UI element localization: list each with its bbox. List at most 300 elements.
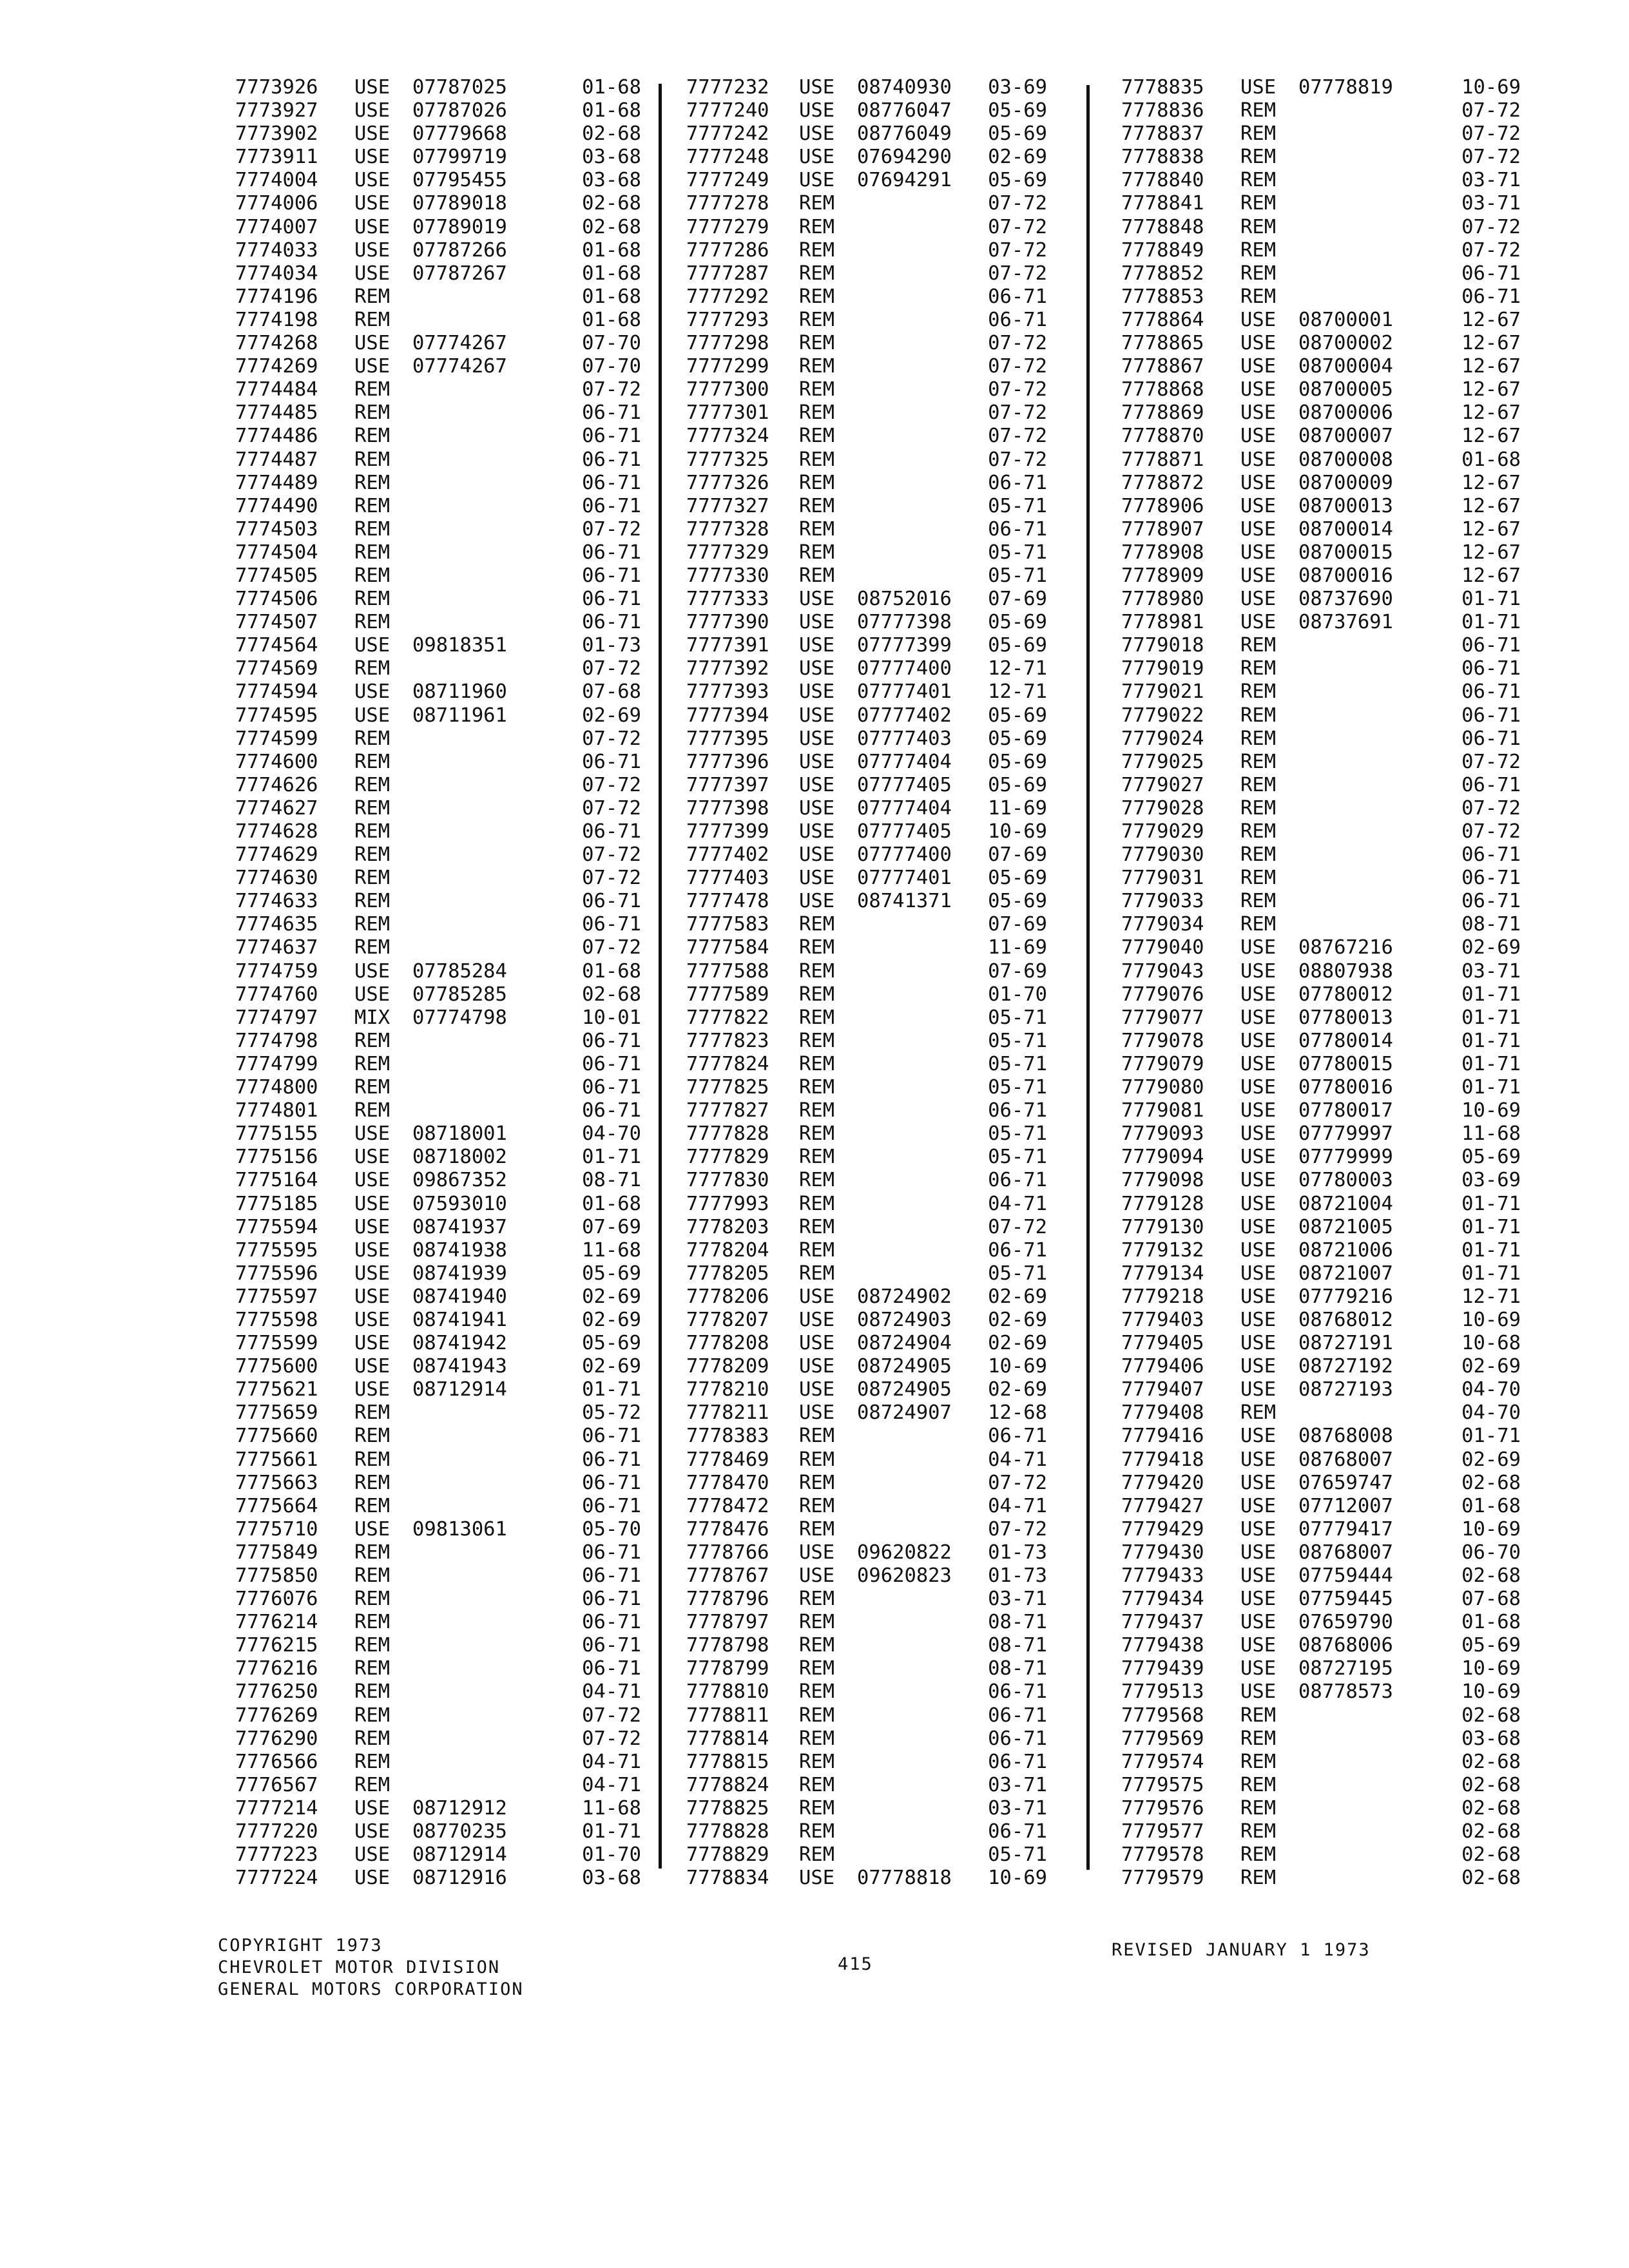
action-code: REM [1240,1773,1277,1796]
part-number: 7777394 [686,704,769,727]
date-code: 01-71 [1461,1425,1521,1448]
replacement-number: 07777401 [857,680,952,704]
parts-row [686,262,1047,285]
date-code: 10-69 [1461,76,1521,99]
action-code: USE [799,1867,835,1890]
action-code: REM [354,1029,390,1052]
replacement-number: 07777401 [857,867,952,890]
parts-row [686,1401,1047,1425]
action-code: REM [799,959,835,983]
action-code: USE [799,1564,835,1587]
date-code: 01-71 [1461,1029,1521,1052]
date-code: 06-71 [988,1680,1047,1704]
date-code: 05-69 [988,99,1047,122]
parts-row [1121,1797,1521,1820]
date-code: 06-71 [988,1750,1047,1773]
date-code: 07-69 [988,588,1047,611]
part-number: 7778766 [686,1541,769,1564]
copyright-block [218,1935,524,2001]
part-number: 7774626 [235,773,318,796]
action-code: REM [799,1099,835,1122]
part-number: 7774269 [235,355,318,378]
action-code: REM [799,936,835,959]
part-number: 7779025 [1121,750,1204,773]
part-number: 7779405 [1121,1332,1204,1355]
parts-row [686,192,1047,215]
action-code: USE [1240,448,1277,471]
date-code: 01-68 [582,285,641,308]
action-code: USE [1240,959,1277,983]
part-number: 7778469 [686,1448,769,1471]
part-number: 7774595 [235,704,318,727]
parts-row [235,1657,641,1680]
date-code: 02-68 [1461,1564,1521,1587]
parts-row [686,1704,1047,1727]
replacement-number: 07774798 [412,1006,507,1029]
replacement-number: 08770235 [412,1820,507,1843]
date-code: 04-70 [1461,1378,1521,1401]
date-code: 01-71 [1461,588,1521,611]
parts-row [235,1099,641,1122]
action-code: USE [354,355,390,378]
parts-row [1121,1680,1521,1704]
date-code: 03-68 [582,1867,641,1890]
parts-row [686,843,1047,867]
part-number: 7777224 [235,1867,318,1890]
action-code: USE [1240,517,1277,541]
date-code: 07-72 [582,796,641,820]
action-code: REM [1240,657,1277,680]
parts-row [1121,1285,1521,1309]
replacement-number: 08700015 [1298,541,1393,564]
action-code: USE [354,76,390,99]
parts-row [235,1216,641,1239]
replacement-number: 08776047 [857,99,952,122]
action-code: REM [354,425,390,448]
part-number: 7777325 [686,448,769,471]
part-number: 7774004 [235,169,318,192]
date-code: 10-68 [1461,1332,1521,1355]
action-code: USE [799,796,835,820]
parts-row [686,867,1047,890]
action-code: REM [354,517,390,541]
replacement-number: 08768007 [1298,1448,1393,1471]
date-code: 06-71 [582,541,641,564]
date-code: 12-67 [1461,308,1521,331]
action-code: REM [354,611,390,634]
parts-row [1121,192,1521,215]
parts-row [686,820,1047,843]
date-code: 07-72 [582,727,641,750]
parts-row [686,1820,1047,1843]
part-number: 7773926 [235,76,318,99]
parts-row [235,751,641,774]
date-code: 03-71 [1461,192,1521,215]
part-number: 7779406 [1121,1355,1204,1378]
replacement-number: 08700005 [1298,378,1393,401]
part-number: 7779434 [1121,1588,1204,1611]
date-code: 03-71 [988,1796,1047,1820]
parts-row [1121,1332,1521,1355]
action-code: REM [354,1494,390,1517]
parts-row [686,1285,1047,1309]
date-code: 01-71 [1461,983,1521,1006]
action-code: REM [354,1052,390,1075]
parts-row [1121,146,1521,169]
part-number: 7774799 [235,1052,318,1075]
part-number: 7779418 [1121,1448,1204,1471]
part-number: 7778853 [1121,285,1204,308]
date-code: 07-72 [582,378,641,401]
date-code: 06-71 [582,1657,641,1680]
date-code: 07-72 [582,843,641,867]
part-number: 7778907 [1121,517,1204,541]
parts-row [235,425,641,448]
date-code: 01-71 [582,1146,641,1169]
parts-row [686,1611,1047,1634]
action-code: REM [1240,1796,1277,1820]
part-number: 7778980 [1121,588,1204,611]
part-number: 7779128 [1121,1192,1204,1215]
replacement-number: 07787025 [412,76,507,99]
part-number: 7779028 [1121,796,1204,820]
action-code: REM [354,1727,390,1750]
action-code: USE [354,1843,390,1867]
date-code: 01-68 [582,1192,641,1215]
replacement-number: 08776049 [857,122,952,146]
date-code: 06-71 [988,1704,1047,1727]
action-code: USE [799,727,835,750]
date-code: 05-71 [988,1006,1047,1029]
date-code: 06-71 [582,1076,641,1099]
action-code: REM [799,494,835,517]
part-number: 7777223 [235,1843,318,1867]
action-code: USE [354,983,390,1006]
part-number: 7774007 [235,215,318,238]
part-number: 7775850 [235,1564,318,1587]
replacement-number: 07780012 [1298,983,1393,1006]
action-code: REM [799,262,835,285]
action-code: REM [354,820,390,843]
part-number: 7777583 [686,913,769,936]
action-code: USE [354,192,390,215]
date-code: 06-71 [1461,704,1521,727]
date-code: 06-71 [582,611,641,634]
replacement-number: 08721007 [1298,1262,1393,1285]
parts-row [1121,1425,1521,1448]
parts-row [686,1216,1047,1239]
part-number: 7774486 [235,425,318,448]
date-code: 02-69 [988,1285,1047,1308]
replacement-number: 07780017 [1298,1099,1393,1122]
date-code: 06-71 [582,425,641,448]
replacement-number: 07759445 [1298,1588,1393,1611]
date-code: 06-71 [1461,867,1521,890]
part-number: 7777333 [686,588,769,611]
part-number: 7778810 [686,1680,769,1704]
part-number: 7776290 [235,1727,318,1750]
date-code: 04-70 [1461,1401,1521,1425]
parts-row [1121,1564,1521,1588]
date-code: 02-68 [1461,1773,1521,1796]
replacement-number: 09813061 [412,1517,507,1541]
replacement-number: 08752016 [857,588,952,611]
action-code: REM [354,1704,390,1727]
replacement-number: 07785285 [412,983,507,1006]
action-code: USE [1240,1611,1277,1634]
replacement-number: 08718001 [412,1122,507,1146]
date-code: 07-70 [582,332,641,355]
date-code: 07-72 [582,936,641,959]
action-code: REM [799,285,835,308]
parts-row [686,913,1047,936]
part-number: 7775710 [235,1517,318,1541]
date-code: 12-67 [1461,541,1521,564]
action-code: REM [354,796,390,820]
date-code: 01-71 [1461,1076,1521,1099]
parts-row [686,425,1047,448]
parts-row [686,1797,1047,1820]
action-code: USE [1240,1076,1277,1099]
date-code: 12-71 [988,680,1047,704]
parts-row [1121,1495,1521,1518]
part-number: 7774506 [235,588,318,611]
parts-row [235,1797,641,1820]
part-number: 7776215 [235,1634,318,1657]
replacement-number: 07659747 [1298,1471,1393,1494]
replacement-number: 08768012 [1298,1308,1393,1331]
part-number: 7777327 [686,494,769,517]
action-code: REM [1240,913,1277,936]
parts-row [235,797,641,820]
action-code: REM [799,1029,835,1052]
date-code: 05-69 [988,773,1047,796]
action-code: REM [354,401,390,425]
date-code: 10-69 [988,1355,1047,1378]
date-code: 01-70 [582,1843,641,1867]
action-code: USE [354,332,390,355]
action-code: USE [1240,1192,1277,1215]
parts-row [1121,76,1521,99]
parts-row [686,1053,1047,1076]
parts-row [235,378,641,401]
date-code: 06-71 [988,1820,1047,1843]
parts-row [1121,1704,1521,1727]
parts-row [235,146,641,169]
parts-row [686,1448,1047,1472]
action-code: REM [1240,238,1277,262]
part-number: 7777396 [686,750,769,773]
part-number: 7779403 [1121,1308,1204,1331]
date-code: 02-68 [582,122,641,146]
date-code: 07-72 [988,215,1047,238]
replacement-number: 08721004 [1298,1192,1393,1215]
part-number: 7778981 [1121,611,1204,634]
date-code: 04-71 [582,1680,641,1704]
parts-row [1121,1169,1521,1192]
parts-row [1121,867,1521,890]
action-code: REM [1240,843,1277,867]
action-code: REM [1240,146,1277,169]
parts-row [1121,425,1521,448]
parts-row [686,99,1047,122]
date-code: 06-71 [582,1052,641,1075]
part-number: 7779437 [1121,1611,1204,1634]
parts-row [1121,843,1521,867]
part-number: 7777326 [686,471,769,494]
action-code: REM [354,1657,390,1680]
part-number: 7779132 [1121,1238,1204,1262]
date-code: 12-67 [1461,471,1521,494]
part-number: 7778840 [1121,169,1204,192]
parts-row [235,1611,641,1634]
action-code: REM [799,1517,835,1541]
parts-row [235,680,641,704]
replacement-number: 07777405 [857,820,952,843]
part-number: 7777278 [686,192,769,215]
action-code: USE [799,1401,835,1425]
parts-row [235,913,641,936]
date-code: 06-71 [582,913,641,936]
part-number: 7779077 [1121,1006,1204,1029]
date-code: 05-71 [988,1122,1047,1146]
part-number: 7774484 [235,378,318,401]
part-number: 7774627 [235,796,318,820]
date-code: 08-71 [988,1634,1047,1657]
replacement-number: 08724905 [857,1378,952,1401]
action-code: REM [799,1052,835,1075]
date-code: 12-67 [1461,378,1521,401]
action-code: USE [354,1378,390,1401]
action-code: REM [799,1146,835,1169]
parts-row [235,1053,641,1076]
date-code: 02-69 [582,1355,641,1378]
parts-row [686,1332,1047,1355]
date-code: 06-71 [582,1448,641,1471]
part-number: 7778799 [686,1657,769,1680]
action-code: REM [799,517,835,541]
part-number: 7776216 [235,1657,318,1680]
action-code: USE [354,1238,390,1262]
part-number: 7777329 [686,541,769,564]
part-number: 7777822 [686,1006,769,1029]
parts-row [1121,1541,1521,1564]
parts-row [235,1564,641,1588]
parts-row [1121,1518,1521,1541]
parts-row [235,611,641,634]
parts-row [1121,983,1521,1006]
date-code: 01-73 [988,1564,1047,1587]
action-code: USE [1240,1285,1277,1308]
parts-row [686,1193,1047,1216]
action-code: REM [354,843,390,867]
parts-row [1121,657,1521,680]
replacement-number: 08700013 [1298,494,1393,517]
action-code: USE [1240,1517,1277,1541]
action-code: REM [354,1541,390,1564]
date-code: 07-72 [582,867,641,890]
action-code: USE [1240,308,1277,331]
parts-row [686,1727,1047,1751]
part-number: 7774033 [235,238,318,262]
date-code: 04-71 [582,1750,641,1773]
part-number: 7775155 [235,1122,318,1146]
parts-row [235,122,641,146]
date-code: 06-71 [582,1588,641,1611]
parts-row [1121,890,1521,913]
date-code: 06-71 [988,1727,1047,1750]
part-number: 7778767 [686,1564,769,1587]
date-code: 01-68 [1461,1611,1521,1634]
replacement-number: 09620822 [857,1541,952,1564]
part-number: 7778848 [1121,215,1204,238]
action-code: USE [1240,1052,1277,1075]
part-number: 7775156 [235,1146,318,1169]
replacement-number: 07780016 [1298,1076,1393,1099]
part-number: 7779569 [1121,1727,1204,1750]
action-code: USE [354,1146,390,1169]
date-code: 05-69 [988,634,1047,657]
action-code: REM [799,1494,835,1517]
date-code: 02-69 [582,1285,641,1308]
parts-row [235,1541,641,1564]
date-code: 06-71 [582,401,641,425]
parts-row [235,1193,641,1216]
date-code: 02-69 [1461,1448,1521,1471]
date-code: 05-70 [582,1517,641,1541]
parts-row [235,262,641,285]
replacement-number: 08700004 [1298,355,1393,378]
part-number: 7777584 [686,936,769,959]
action-code: USE [799,1355,835,1378]
part-number: 7778841 [1121,192,1204,215]
action-code: REM [799,192,835,215]
date-code: 01-68 [1461,448,1521,471]
action-code: REM [354,1471,390,1494]
replacement-number: 07777399 [857,634,952,657]
part-number: 7774505 [235,564,318,587]
replacement-number: 08727195 [1298,1657,1393,1680]
action-code: USE [1240,564,1277,587]
date-code: 06-71 [988,1425,1047,1448]
action-code: REM [354,541,390,564]
parts-row [235,1355,641,1378]
division-line: CHEVROLET MOTOR DIVISION [218,1957,501,1977]
date-code: 02-68 [1461,1796,1521,1820]
parts-row [686,401,1047,425]
part-number: 7777397 [686,773,769,796]
part-number: 7778798 [686,1634,769,1657]
part-number: 7779024 [1121,727,1204,750]
action-code: REM [354,1611,390,1634]
part-number: 7779438 [1121,1634,1204,1657]
action-code: REM [1240,680,1277,704]
parts-row [686,1099,1047,1122]
parts-row [686,1774,1047,1797]
replacement-number: 07778819 [1298,76,1393,99]
parts-row [1121,1216,1521,1239]
action-code: USE [354,122,390,146]
part-number: 7775598 [235,1308,318,1331]
replacement-number: 07785284 [412,959,507,983]
part-number: 7779098 [1121,1169,1204,1192]
parts-row [686,588,1047,611]
date-code: 06-71 [582,448,641,471]
action-code: REM [799,1773,835,1796]
replacement-number: 07593010 [412,1192,507,1215]
part-number: 7779018 [1121,634,1204,657]
date-code: 11-69 [988,936,1047,959]
